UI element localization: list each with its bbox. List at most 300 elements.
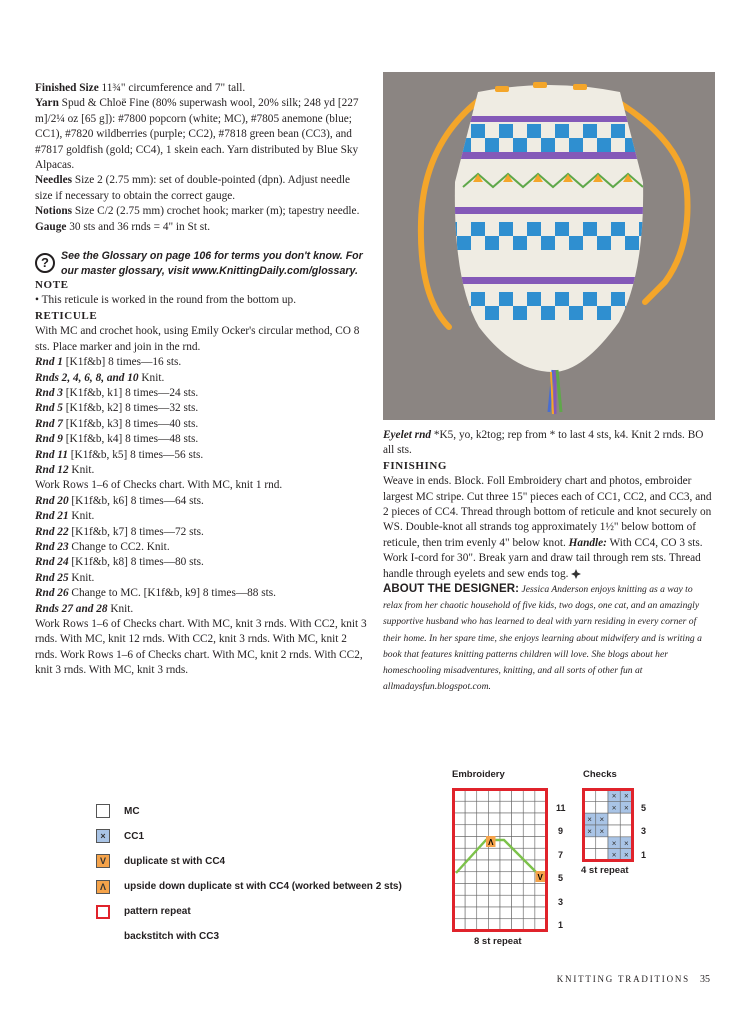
photo-check-square <box>471 229 478 236</box>
embroidery-cell <box>500 907 512 919</box>
photo-check-square <box>548 243 555 250</box>
left-column <box>35 81 370 679</box>
round-label: Rnd 25 <box>35 571 69 584</box>
embroidery-cell <box>477 801 489 813</box>
embroidery-cell <box>488 848 500 860</box>
photo-check-square <box>499 124 506 131</box>
embroidery-cell <box>477 907 489 919</box>
photo-check-square <box>527 229 534 236</box>
embroidery-cell <box>500 848 512 860</box>
round-text: [K1f&b, k6] 8 times—64 sts. <box>68 494 204 507</box>
photo-check-square <box>562 229 569 236</box>
embroidery-duplicate-symbol: V <box>537 873 543 882</box>
embroidery-cell <box>454 884 466 896</box>
embroidery-cell <box>454 907 466 919</box>
chk-row-1: 1 <box>641 850 647 860</box>
photo-check-square <box>604 138 611 145</box>
photo-check-square <box>590 222 597 229</box>
embroidery-cell <box>465 895 477 907</box>
photo-check-square <box>492 313 499 320</box>
photo-check-square <box>548 306 555 313</box>
round-text: Knit. <box>68 463 95 476</box>
photo-check-square <box>604 306 611 313</box>
photo-check-square <box>541 236 548 243</box>
embroidery-cell <box>477 919 489 931</box>
photo-check-square <box>576 138 583 145</box>
checks-x-symbol: × <box>624 803 629 813</box>
embroidery-cell <box>523 837 535 849</box>
photo-check-square <box>590 229 597 236</box>
photo-check-square <box>576 145 583 152</box>
checks-mc-cell <box>596 790 608 802</box>
end-ornament-icon <box>571 569 581 579</box>
checks-x-symbol: × <box>587 826 592 836</box>
photo-check-square <box>583 222 590 229</box>
checks-mc-cell <box>620 825 632 837</box>
photo-check-square <box>569 243 576 250</box>
photo-check-square <box>590 292 597 299</box>
upside-down-st-swatch-icon: Λ <box>96 880 110 894</box>
glossary-callout <box>35 249 370 278</box>
embroidery-cell <box>512 895 524 907</box>
photo-check-square <box>471 299 478 306</box>
round-label: Rnd 12 <box>35 463 69 476</box>
embroidery-cell <box>465 801 477 813</box>
photo-check-square <box>464 236 471 243</box>
embroidery-cell <box>488 801 500 813</box>
emb-row-7: 7 <box>558 850 564 860</box>
embroidery-cell <box>454 825 466 837</box>
legend-item-cc1: × CC1 <box>96 830 402 842</box>
embroidery-cell <box>477 860 489 872</box>
photo-check-square <box>478 124 485 131</box>
checks-mc-cell <box>584 837 596 849</box>
round-text: [K1f&b, k2] 8 times—32 sts. <box>62 402 199 415</box>
photo-check-square <box>520 145 527 152</box>
embroidery-cell <box>535 895 547 907</box>
reticule-mid: Work Rows 1–6 of Checks chart. With MC, knit 1 rnd. <box>35 479 283 492</box>
photo-check-square <box>485 306 492 313</box>
photo-check-square <box>534 131 541 138</box>
photo-check-square <box>513 145 520 152</box>
embroidery-cell <box>500 790 512 802</box>
photo-check-square <box>492 243 499 250</box>
photo-check-square <box>506 292 513 299</box>
emb-row-11: 11 <box>556 803 566 813</box>
photo-check-square <box>611 229 618 236</box>
embroidery-cell <box>512 872 524 884</box>
checks-x-symbol: × <box>611 838 617 848</box>
photo-check-square <box>569 145 576 152</box>
legend-item-mc: MC <box>96 805 402 817</box>
embroidery-cell <box>488 884 500 896</box>
embroidery-cell <box>465 813 477 825</box>
round-label: Rnd 1 <box>35 356 63 369</box>
round-text: [K1f&b, k4] 8 times—48 sts. <box>62 433 199 446</box>
note-heading: NOTE <box>35 279 69 292</box>
photo-check-square <box>506 299 513 306</box>
photo-check-square <box>576 313 583 320</box>
embroidery-upside-down-symbol: Λ <box>488 838 494 847</box>
photo-check-square <box>611 292 618 299</box>
round-line-b-6 <box>35 586 370 601</box>
embroidery-cell <box>535 884 547 896</box>
embroidery-cell <box>465 872 477 884</box>
embroidery-cell <box>454 919 466 931</box>
photo-check-square <box>583 299 590 306</box>
photo-check-square <box>499 222 506 229</box>
photo-check-square <box>520 306 527 313</box>
round-line-b-2 <box>35 525 370 540</box>
embroidery-cell <box>477 825 489 837</box>
embroidery-cell <box>465 837 477 849</box>
photo-check-square <box>569 306 576 313</box>
embroidery-cell <box>465 790 477 802</box>
chk-row-3: 3 <box>641 826 647 836</box>
round-line-5 <box>35 432 370 447</box>
reticule-photo-illustration <box>383 72 715 420</box>
photo-check-square <box>478 299 485 306</box>
round-label: Rnd 24 <box>35 556 69 569</box>
photo-check-square <box>555 229 562 236</box>
checks-mc-cell <box>608 825 620 837</box>
embroidery-cell <box>512 837 524 849</box>
photo-check-square <box>464 243 471 250</box>
embroidery-cell <box>512 801 524 813</box>
embroidery-cell <box>488 919 500 931</box>
photo-check-square <box>520 243 527 250</box>
round-text: Change to CC2. Knit. <box>68 540 170 553</box>
embroidery-cell <box>523 848 535 860</box>
photo-check-square <box>513 313 520 320</box>
photo-check-square <box>534 292 541 299</box>
embroidery-cell <box>535 790 547 802</box>
round-line-3 <box>35 401 370 416</box>
photo-check-square <box>576 243 583 250</box>
photo-check-square <box>625 138 632 145</box>
photo-check-square <box>597 313 604 320</box>
legend-item-pattern-repeat: pattern repeat <box>96 906 402 918</box>
finishing-heading: FINISHING <box>383 459 448 472</box>
round-line-b-4 <box>35 555 370 570</box>
embroidery-cell <box>500 872 512 884</box>
photo-check-square <box>562 124 569 131</box>
gauge: Gauge 30 sts and 36 rnds = 4" in St st. <box>35 220 211 233</box>
round-line-b-3 <box>35 540 370 555</box>
embroidery-cell <box>500 919 512 931</box>
reticule-heading: RETICULE <box>35 309 98 322</box>
photo-check-square <box>492 138 499 145</box>
embroidery-cell <box>535 860 547 872</box>
photo-check-square <box>485 138 492 145</box>
embroidery-cell <box>523 907 535 919</box>
embroidery-cell <box>488 895 500 907</box>
embroidery-chart <box>452 788 552 934</box>
photo-check-square <box>471 222 478 229</box>
round-line-b-7 <box>35 602 370 617</box>
embroidery-cell <box>535 848 547 860</box>
cc1-swatch-icon: × <box>96 829 110 843</box>
embroidery-cell <box>512 919 524 931</box>
photo-check-square <box>569 236 576 243</box>
embroidery-cell <box>477 884 489 896</box>
round-line-b-0 <box>35 494 370 509</box>
magazine-name: KNITTING TRADITIONS <box>556 974 690 984</box>
embroidery-cell <box>512 860 524 872</box>
checks-mc-cell <box>584 849 596 861</box>
round-label: Rnd 11 <box>35 448 68 461</box>
photo-check-square <box>478 229 485 236</box>
photo-check-square <box>597 145 604 152</box>
round-text: Knit. <box>107 602 134 615</box>
rounds-list-1 <box>35 355 370 478</box>
photo-check-square <box>541 313 548 320</box>
checks-chart-title: Checks <box>583 769 617 780</box>
photo-check-square <box>618 299 625 306</box>
checks-x-symbol: × <box>624 791 629 801</box>
embroidery-cell <box>512 813 524 825</box>
embroidery-cell <box>523 895 535 907</box>
embroidery-cell <box>523 872 535 884</box>
embroidery-cell <box>512 790 524 802</box>
photo-check-square <box>506 131 513 138</box>
checks-mc-cell <box>596 837 608 849</box>
notions: Notions Size C/2 (2.75 mm) crochet hook; marker (m); tapestry needle. <box>35 205 360 218</box>
photo-check-square <box>611 131 618 138</box>
checks-x-symbol: × <box>587 815 592 825</box>
photo-check-square <box>562 299 569 306</box>
checks-mc-cell <box>620 813 632 825</box>
photo-check-square <box>485 145 492 152</box>
checks-x-symbol: × <box>624 838 629 848</box>
round-label: Rnd 5 <box>35 402 63 415</box>
photo-check-square <box>604 313 611 320</box>
checks-x-symbol: × <box>611 850 617 860</box>
checks-x-symbol: × <box>611 803 617 813</box>
photo-check-square <box>548 236 555 243</box>
photo-check-square <box>555 292 562 299</box>
photo-check-square <box>485 313 492 320</box>
round-label: Rnd 20 <box>35 494 69 507</box>
legend-item-upside-down-st: Λ upside down duplicate st with CC4 (worked between 2 sts) <box>96 881 402 893</box>
round-text: [K1f&b, k5] 8 times—56 sts. <box>67 448 204 461</box>
photo-check-square <box>520 138 527 145</box>
photo-check-square <box>506 222 513 229</box>
photo-check-square <box>576 236 583 243</box>
emb-row-3: 3 <box>558 897 564 907</box>
round-line-b-1 <box>35 509 370 524</box>
photo-check-square <box>569 138 576 145</box>
chart-legend <box>96 805 402 956</box>
round-label: Rnds 2, 4, 6, 8, and 10 <box>35 371 139 384</box>
photo-check-square <box>590 299 597 306</box>
round-text: Knit. <box>138 371 165 384</box>
round-text: Knit. <box>68 510 95 523</box>
embroidery-chart-title: Embroidery <box>452 769 505 780</box>
question-icon: ? <box>35 253 55 273</box>
photo-check-square <box>632 243 639 250</box>
yarn: Yarn Spud & Chloë Fine (80% superwash wool, 20% silk; 248 yd [227 m]/2¼ oz [65 g]): #7800 popcorn (white; MC), #7805 anemone (blue; CC1), #7820 wildberries (purple; CC2), #7818 green bean (CC3), and #7817 goldfish (gold; CC4), 1 skein each. Yarn distributed by Blue Sky Alpacas. <box>35 97 359 172</box>
embroidery-cell <box>535 825 547 837</box>
embroidery-cell <box>488 860 500 872</box>
duplicate-st-swatch-icon: V <box>96 854 110 868</box>
embroidery-cell <box>465 884 477 896</box>
photo-check-square <box>527 131 534 138</box>
note-text: • This reticule is worked in the round from the bottom up. <box>35 294 297 307</box>
embroidery-cell <box>465 907 477 919</box>
embroidery-cell <box>454 872 466 884</box>
emb-row-5: 5 <box>558 873 564 883</box>
embroidery-cell <box>488 813 500 825</box>
embroidery-cell <box>500 860 512 872</box>
photo-check-square <box>583 229 590 236</box>
finishing-text: Weave in ends. Block. Foll Embroidery chart and photos, embroider largest MC stripe. Cut three 15" pieces each of CC1, CC2, and CC3, and 2 pieces of CC4. Thread through bottom of reticule and knot securely on WS. Double-knot all strands tog approximately 1½" below bottom of reticule, then trim evenly 4" below knot. Handle: With CC4, CO 3 sts. Work I-cord for 30". Break yarn and draw tail through rem sts. Thread handle through eyelets and sew ends tog. <box>383 475 712 580</box>
embroidery-cell <box>535 813 547 825</box>
embroidery-cell <box>488 825 500 837</box>
embroidery-cell <box>454 848 466 860</box>
embroidery-cell <box>523 813 535 825</box>
photo-check-square <box>513 138 520 145</box>
round-text: [K1f&b, k3] 8 times—40 sts. <box>62 417 199 430</box>
emb-row-1: 1 <box>558 920 564 930</box>
embroidery-cell <box>523 790 535 802</box>
photo-check-square <box>513 306 520 313</box>
photo-check-square <box>604 236 611 243</box>
photo-check-square <box>618 222 625 229</box>
eyelet-rnd: Eyelet rnd *K5, yo, k2tog; rep from * to last 4 sts, k4. Knit 2 rnds. BO all sts. <box>383 429 704 457</box>
photo-check-square <box>520 313 527 320</box>
round-text: [K1f&b] 8 times—16 sts. <box>62 356 182 369</box>
embroidery-cell <box>488 872 500 884</box>
round-label: Rnds 27 and 28 <box>35 602 108 615</box>
photo-check-square <box>534 229 541 236</box>
round-label: Rnd 23 <box>35 540 69 553</box>
embroidery-cell <box>454 813 466 825</box>
round-line-6 <box>35 448 370 463</box>
embroidery-cell <box>465 919 477 931</box>
embroidery-cell <box>477 895 489 907</box>
photo-check-square <box>548 138 555 145</box>
checks-x-symbol: × <box>611 791 617 801</box>
page-number: 35 <box>700 974 710 985</box>
checks-mc-cell <box>596 849 608 861</box>
photo-check-square <box>555 124 562 131</box>
checks-mc-cell <box>596 801 608 813</box>
photo-check-square <box>555 131 562 138</box>
embroidery-cell <box>523 884 535 896</box>
photo-check-square <box>555 299 562 306</box>
photo-check-square <box>492 306 499 313</box>
round-line-7 <box>35 463 370 478</box>
photo-check-square <box>548 313 555 320</box>
about-designer: ABOUT THE DESIGNER: Jessica Anderson enjoys knitting as a way to relax from her chaotic household of five kids, two dogs, one cat, and an amazingly supportive husband who has learned to deal with yarn residing in every corner of their home. In her spare time, she enjoys learning about midwifery and is writing a book that features knitting patterns children will love. She blogs about her homeschooling misadventures, knitting, and all sorts of other fun at allmadaysfun.blogspot.com. <box>383 583 702 693</box>
photo-check-square <box>527 222 534 229</box>
photo-check-square <box>604 243 611 250</box>
photo-check-square <box>541 306 548 313</box>
embroidery-cell <box>523 919 535 931</box>
embroidery-cell <box>454 801 466 813</box>
pattern-repeat-swatch-icon <box>96 905 110 919</box>
photo-check-square <box>555 222 562 229</box>
embroidery-cell <box>488 907 500 919</box>
photo-check-square <box>527 299 534 306</box>
checks-chart <box>582 788 634 862</box>
embroidery-cell <box>512 907 524 919</box>
photo-check-square <box>562 222 569 229</box>
photo-check-square <box>492 145 499 152</box>
checks-caption: 4 st repeat <box>581 865 629 876</box>
round-line-4 <box>35 417 370 432</box>
photo-check-square <box>527 292 534 299</box>
photo-check-square <box>597 243 604 250</box>
embroidery-cell <box>465 825 477 837</box>
photo-check-square <box>597 236 604 243</box>
checks-mc-cell <box>608 813 620 825</box>
checks-x-symbol: × <box>624 850 629 860</box>
photo-check-square <box>632 236 639 243</box>
photo-check-square <box>471 124 478 131</box>
photo-check-square <box>611 124 618 131</box>
photo-check-square <box>625 243 632 250</box>
photo-check-square <box>527 124 534 131</box>
photo-check-square <box>534 299 541 306</box>
embroidery-cell <box>454 790 466 802</box>
photo-check-square <box>471 131 478 138</box>
photo-check-square <box>590 131 597 138</box>
photo-check-square <box>464 145 471 152</box>
embroidery-cell <box>500 825 512 837</box>
photo-check-square <box>541 138 548 145</box>
photo-check-square <box>618 131 625 138</box>
photo-check-square <box>590 124 597 131</box>
photo-check-square <box>562 131 569 138</box>
photo-check-square <box>506 229 513 236</box>
photo-check-square <box>478 292 485 299</box>
photo-check-square <box>562 292 569 299</box>
embroidery-cell <box>477 813 489 825</box>
photo-check-square <box>485 243 492 250</box>
round-label: Rnd 9 <box>35 433 63 446</box>
photo-check-square <box>513 243 520 250</box>
photo-check-square <box>548 145 555 152</box>
photo-check-square <box>471 292 478 299</box>
round-label: Rnd 7 <box>35 417 63 430</box>
round-label: Rnd 3 <box>35 386 63 399</box>
photo-check-square <box>520 236 527 243</box>
legend-item-backstitch: backstitch with CC3 <box>96 931 402 943</box>
embroidery-caption: 8 st repeat <box>474 936 522 947</box>
round-label: Rnd 22 <box>35 525 69 538</box>
photo-check-square <box>583 292 590 299</box>
photo-check-square <box>478 222 485 229</box>
embroidery-cell <box>512 884 524 896</box>
photo-check-square <box>541 145 548 152</box>
photo-check-square <box>625 145 632 152</box>
photo-check-square <box>499 299 506 306</box>
photo-check-square <box>541 243 548 250</box>
glossary-text: See the Glossary on page 106 for terms you don't know. For our master glossary, visit www.KnittingDaily.com/glossary. <box>61 250 363 277</box>
reticule-closing: Work Rows 1–6 of Checks chart. With MC, knit 3 rnds. With CC2, knit 3 rnds. With MC, knit 12 rnds. With CC2, knit 3 rnds. With MC, knit 2 rnds. Work Rows 1–6 of Checks chart. With MC, knit 2 rnds. With CC2, knit 3 rnds. With MC, knit 3 rnds. <box>35 618 367 677</box>
photo-check-square <box>534 124 541 131</box>
embroidery-cell <box>500 884 512 896</box>
photo-check-square <box>492 236 499 243</box>
embroidery-cell <box>500 813 512 825</box>
photo-check-square <box>457 243 464 250</box>
checks-x-symbol: × <box>599 815 605 825</box>
round-text: [K1f&b, k8] 8 times—80 sts. <box>68 556 204 569</box>
photo-check-square <box>478 131 485 138</box>
embroidery-cell <box>454 837 466 849</box>
